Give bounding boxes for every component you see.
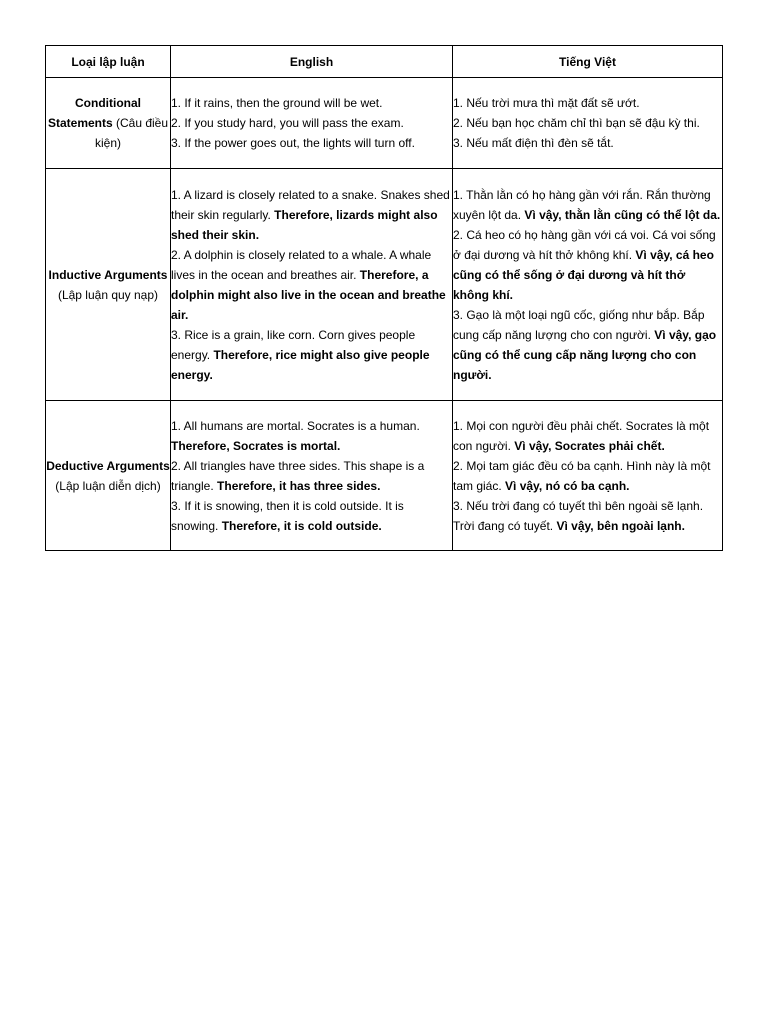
vietnamese-cell (453, 78, 723, 169)
argument-type-name: Inductive Arguments (48, 267, 168, 282)
argument-type-translation: (Lập luận diễn dịch) (55, 478, 161, 493)
vietnamese-example: 1. Nếu trời mưa thì mặt đất sẽ ướt. (453, 96, 640, 110)
vietnamese-conclusion: Vì vậy, thằn lằn cũng có thể lột da. (524, 207, 721, 222)
vietnamese-conclusion: Vì vậy, cá heo cũng có thể sống ở đại dương và hít thở không khí. (453, 247, 714, 302)
english-example: 3. If the power goes out, the lights will turn off. (171, 136, 415, 150)
argument-type-name: Deductive Arguments (46, 458, 170, 473)
english-cell (171, 169, 453, 401)
table-row-conditional (46, 78, 723, 169)
english-conclusion: Therefore, Socrates is mortal. (171, 438, 341, 453)
header-argument-type: Loại lập luận (46, 46, 171, 78)
vietnamese-example: 2. Nếu bạn học chăm chỉ thì bạn sẽ đậu kỳ thi. (453, 116, 700, 130)
english-conclusion: Therefore, rice might also give people energy. (171, 347, 430, 382)
argument-type-cell (46, 169, 171, 401)
vietnamese-example: 1. Mọi con người đều phải chết. Socrates là một con người. Vì vậy, Socrates phải chết. (453, 418, 710, 453)
english-cell (171, 78, 453, 169)
vietnamese-example: 3. Nếu trời đang có tuyết thì bên ngoài sẽ lạnh. Trời đang có tuyết. Vì vậy, bên ngoài lạnh. (453, 498, 704, 533)
vietnamese-example: 3. Nếu mất điện thì đèn sẽ tắt. (453, 136, 614, 150)
argument-type-cell (46, 78, 171, 169)
header-english: English (171, 46, 453, 78)
vietnamese-conclusion: Vì vậy, bên ngoài lạnh. (556, 518, 685, 533)
english-example: 1. If it rains, then the ground will be wet. (171, 96, 383, 110)
vietnamese-conclusion: Vì vậy, Socrates phải chết. (514, 438, 665, 453)
english-conclusion: Therefore, a dolphin might also live in the ocean and breathe air. (171, 267, 446, 322)
english-example: 1. All humans are mortal. Socrates is a human. Therefore, Socrates is mortal. (171, 418, 420, 453)
vietnamese-conclusion: Vì vậy, gạo cũng có thể cung cấp năng lượng cho con người. (453, 327, 717, 382)
vietnamese-example: 3. Gạo là một loại ngũ cốc, giống như bắp. Bắp cung cấp năng lượng cho con người. Vì vậy, gạo cũng có thể cung cấp năng lượng cho con người. (453, 307, 717, 382)
english-conclusion: Therefore, lizards might also shed their skin. (171, 207, 438, 242)
english-cell (171, 401, 453, 551)
table-row-deductive (46, 401, 723, 551)
vietnamese-example: 1. Thằn lằn có họ hàng gần với rắn. Rắn thường xuyên lột da. Vì vậy, thằn lằn cũng có thể lột da. (453, 187, 721, 222)
english-example: 2. If you study hard, you will pass the exam. (171, 116, 404, 130)
vietnamese-example: 2. Mọi tam giác đều có ba cạnh. Hình này là một tam giác. Vì vậy, nó có ba cạnh. (453, 458, 711, 493)
vietnamese-example: 2. Cá heo có họ hàng gần với cá voi. Cá voi sống ở đại dương và hít thở không khí. Vì vậy, cá heo cũng có thể sống ở đại dương và hít thở không khí. (453, 227, 716, 302)
english-example: 1. A lizard is closely related to a snake. Snakes shed their skin regularly. Therefore, lizards might also shed their skin. (171, 187, 450, 242)
table-row-inductive (46, 169, 723, 401)
english-example: 2. All triangles have three sides. This shape is a triangle. Therefore, it has three sides. (171, 458, 425, 493)
arguments-table (45, 45, 723, 551)
argument-type-translation: (Lập luận quy nạp) (57, 287, 159, 302)
english-conclusion: Therefore, it is cold outside. (221, 518, 382, 533)
english-example: 3. Rice is a grain, like corn. Corn gives people energy. Therefore, rice might also give people energy. (171, 327, 430, 382)
argument-type-cell (46, 401, 171, 551)
argument-type-translation: (Câu điều kiện) (94, 116, 169, 150)
english-example: 2. A dolphin is closely related to a whale. A whale lives in the ocean and breathes air. Therefore, a dolphin might also live in the ocean and breathe air. (171, 247, 446, 322)
header-vietnamese: Tiếng Việt (453, 46, 723, 78)
vietnamese-cell (453, 169, 723, 401)
vietnamese-conclusion: Vì vậy, nó có ba cạnh. (505, 478, 630, 493)
vietnamese-cell (453, 401, 723, 551)
english-conclusion: Therefore, it has three sides. (217, 478, 381, 493)
argument-type-name: Conditional Statements (47, 96, 141, 130)
english-example: 3. If it is snowing, then it is cold outside. It is snowing. Therefore, it is cold outside. (171, 498, 404, 533)
table-header-row (46, 46, 723, 78)
